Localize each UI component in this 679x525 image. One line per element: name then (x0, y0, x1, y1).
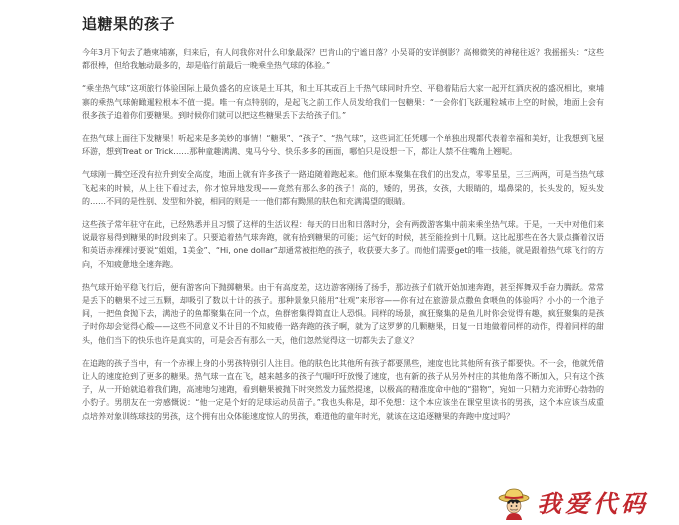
site-watermark (497, 487, 667, 521)
article-paragraph: 今年3月下旬去了趟柬埔寨，归来后，有人问我你对什么印象最深？巴肯山的宁谧日落？小吴哥的安详倒影？高棉微笑的神秘往返？我摇摇头：“这些都很棒，但给我触动最多的，却是临行前最后一晚乘坐热气球的体验。” (82, 48, 604, 71)
article-title: 追糖果的孩子 (82, 15, 176, 33)
article (82, 14, 604, 433)
article-paragraph: 在追跑的孩子当中，有一个赤裸上身的小男孩特别引人注目。他的肤色比其他所有孩子都要黑些，速度也比其他所有孩子都要快。不一会，他就凭借让人的速度抢到了更多的糖果。热气球一直在飞，越来越多的孩子气喘吁吁放慢了速度，也有新的孩子从另外村庄的其他角落不断加入，只有这个孩子，从一开始就追着我们跑，高速地匀速跑，看到糖果被抛下时突然发力猛然提速，以极高的精准度命中他的“猎物”，宛如一只精力充沛野心勃勃的小豹子。男朋友在一旁感慨说：“他一定是个好的足球运动员苗子。”我也头称是，却不免想：这个本应该坐在课堂里读书的男孩，这个本应该当成重点培养对象训练球技的男孩，这个拥有出众体能速度惊人的男孩，难道他的童年时光，就该在这追逐糖果的奔跑中度过吗？ (82, 358, 604, 421)
article-paragraph: “乘坐热气球”这项旅行体验国际上最负盛名的应该是土耳其，和土耳其或百上千热气球同时升空、平稳着陆后大家一起开红酒庆祝的盛况相比，柬埔寨的乘热气球俯瞰暹粒根本不值一提。唯一有点特别的，是起飞之前工作人员发给我们一包糖果：“一会你们飞跃暹粒城市上空的时候，地面上会有很多孩子追着你们要糖果。到时候你们就可以把这些糖果丢下去给孩子们。” (82, 84, 604, 120)
straw-hat-pirate-icon (497, 487, 531, 521)
article-paragraph: 在热气球上面往下发糖果！听起来是多美妙的事情！“糖果”、“孩子”、“热气球”，这些词汇任凭哪一个单独出现都代表着幸福和美好，让我想到飞屋环游，想到Treat or Trick……那种童趣满满、鬼马兮兮、快乐多多的画面，哪怕只是设想一下，都让人禁不住嘴角上翘呢。 (82, 134, 604, 157)
watermark-text: 我爱代码 (537, 489, 649, 518)
article-paragraph: 这些孩子常年驻守在此，已经熟悉并且习惯了这样的生活议程：每天的日出和日落时分，会有两拨游客集中前来乘坐热气球。于是，一天中对他们来说最容易得到糖果的时段到来了。只要追着热气球奔跑，就有拾到糖果的可能；运气好的时候，甚至能捡到十几颗。这比起那些在各大景点撕着汉语和英语赤裸裸讨要说“姐姐，1美金”、“Hi, one dollar”却通常被拒绝的孩子，收获要大多了。而他们需要get的唯一技能，就是跟着热气球飞行的方向，不知疲惫地全速奔跑。 (82, 220, 604, 269)
article-paragraph: 热气球开始平稳飞行后，便有游客向下抛掷糖果。由于有高度差，这边游客刚扬了扬手，那边孩子们就开始加速奔跑，甚至挥舞双手奋力腾跃。常常是丢下的糖果不过三五颗，却吸引了数以十计的孩子。那种景象只能用“壮观”来形容——你有过在旅游景点撒鱼食喂鱼的体验吗？小小的一个池子间，一把鱼食抛下去，满池子的鱼都聚集在同一个点，鱼群密集得简直让人恐惧。同样的场景，疯狂聚集的是鱼儿时你会觉得有趣，疯狂聚集的是孩子时你却会觉得心酸——这些不同意义不计目的不知疲倦一路奔跑的孩子啊，就为了这罗萝的几颗糖果，日复一日地做着同样的动作，得着同样的甜头，他们当下的快乐也许是真实的，可是会否有那么一天，他们忽然觉得这一切都失去了意义？ (82, 282, 604, 345)
article-paragraph: 气球刚一腾空还没有拉升到安全高度，地面上就有许多孩子一路追随着跑起来。他们原本聚集在我们的出发点，零零星星，三三两两，可是当热气球飞起来的时候，从上往下看过去，你才惊异地发现——竟然有那么多的孩子！高的，矮的，男孩，女孩，大眼睛的，塌鼻梁的，长头发的，短头发的……不同的是性别、发型和外貌，相同的则是一一他们都有黝黑的肤色和充满渴望的眼睛。 (82, 170, 604, 206)
